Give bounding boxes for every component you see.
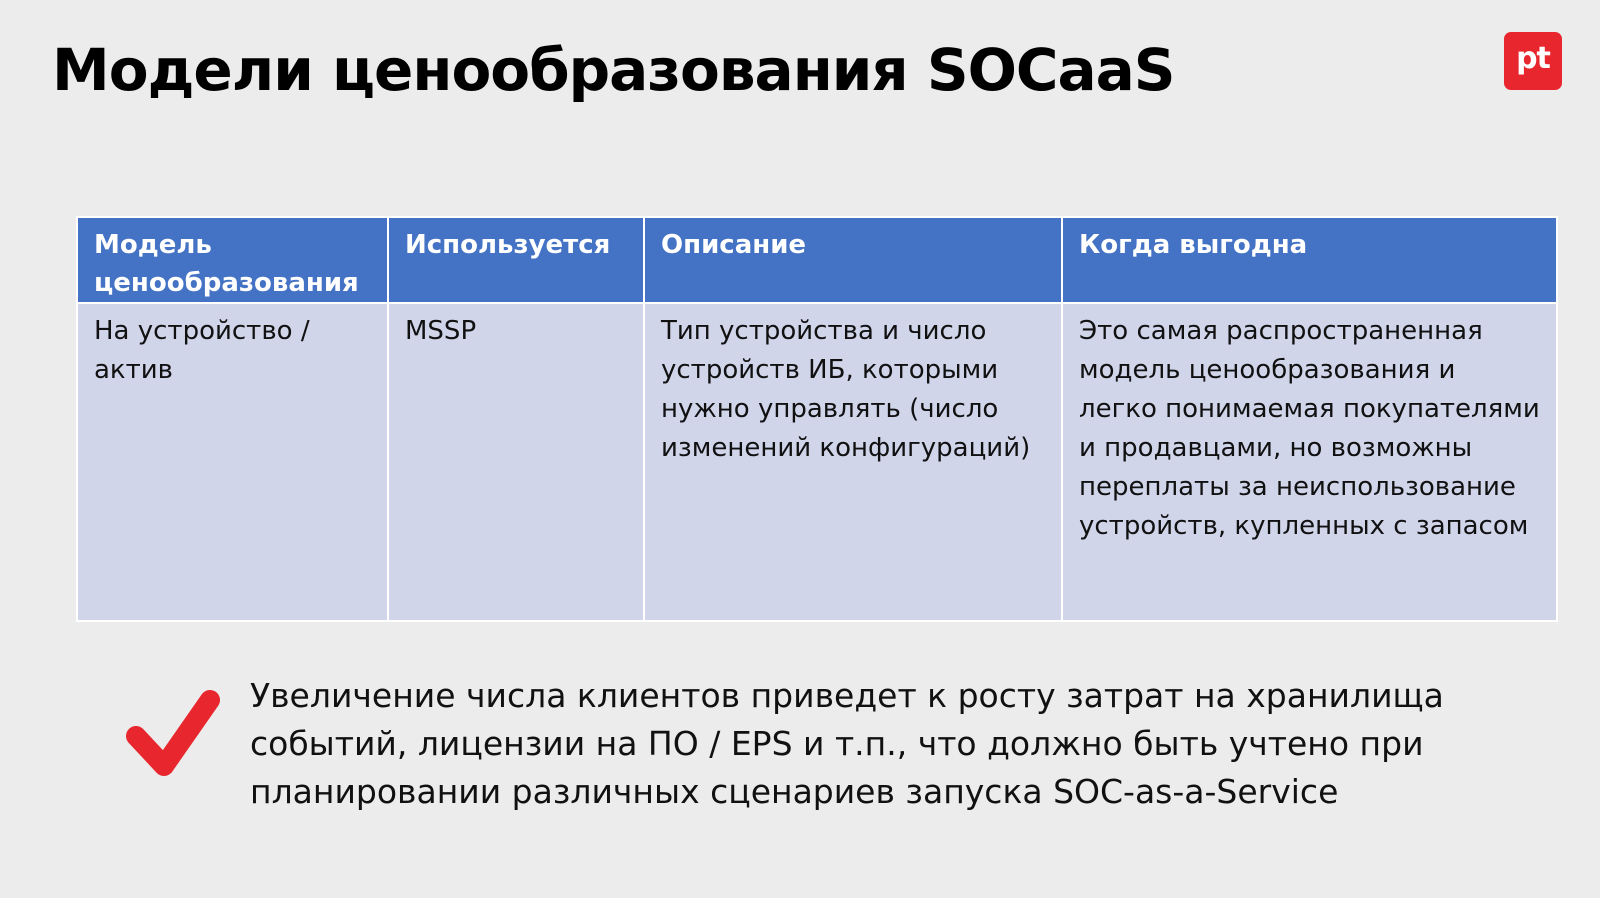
header-pricing-model: Модель ценообразования	[77, 217, 388, 303]
cell-used: MSSP	[388, 303, 644, 621]
table-header-row	[77, 217, 1557, 303]
pt-logo: pt	[1504, 32, 1562, 90]
cell-when: Это самая распространенная модель ценообразования и легко понимаемая покупателями и продавцами, но возможны переплаты за неиспользование устройств, купленных с запасом	[1062, 303, 1557, 621]
header-when-beneficial: Когда выгодна	[1062, 217, 1557, 303]
checkmark-icon	[122, 690, 222, 782]
cell-description: Тип устройства и число устройств ИБ, которыми нужно управлять (число изменений конфигураций)	[644, 303, 1062, 621]
cell-model: На устройство / актив	[77, 303, 388, 621]
pricing-models-table	[76, 216, 1558, 622]
slide-title: Модели ценообразования SOCaaS	[52, 36, 1175, 104]
note-text: Увеличение числа клиентов приведет к росту затрат на хранилища событий, лицензии на ПО / EPS и т.п., что должно быть учтено при планировании различных сценариев запуска SOC-as-a-Service	[250, 676, 1444, 811]
header-used-by: Используется	[388, 217, 644, 303]
table-row	[77, 303, 1557, 621]
header-description: Описание	[644, 217, 1062, 303]
